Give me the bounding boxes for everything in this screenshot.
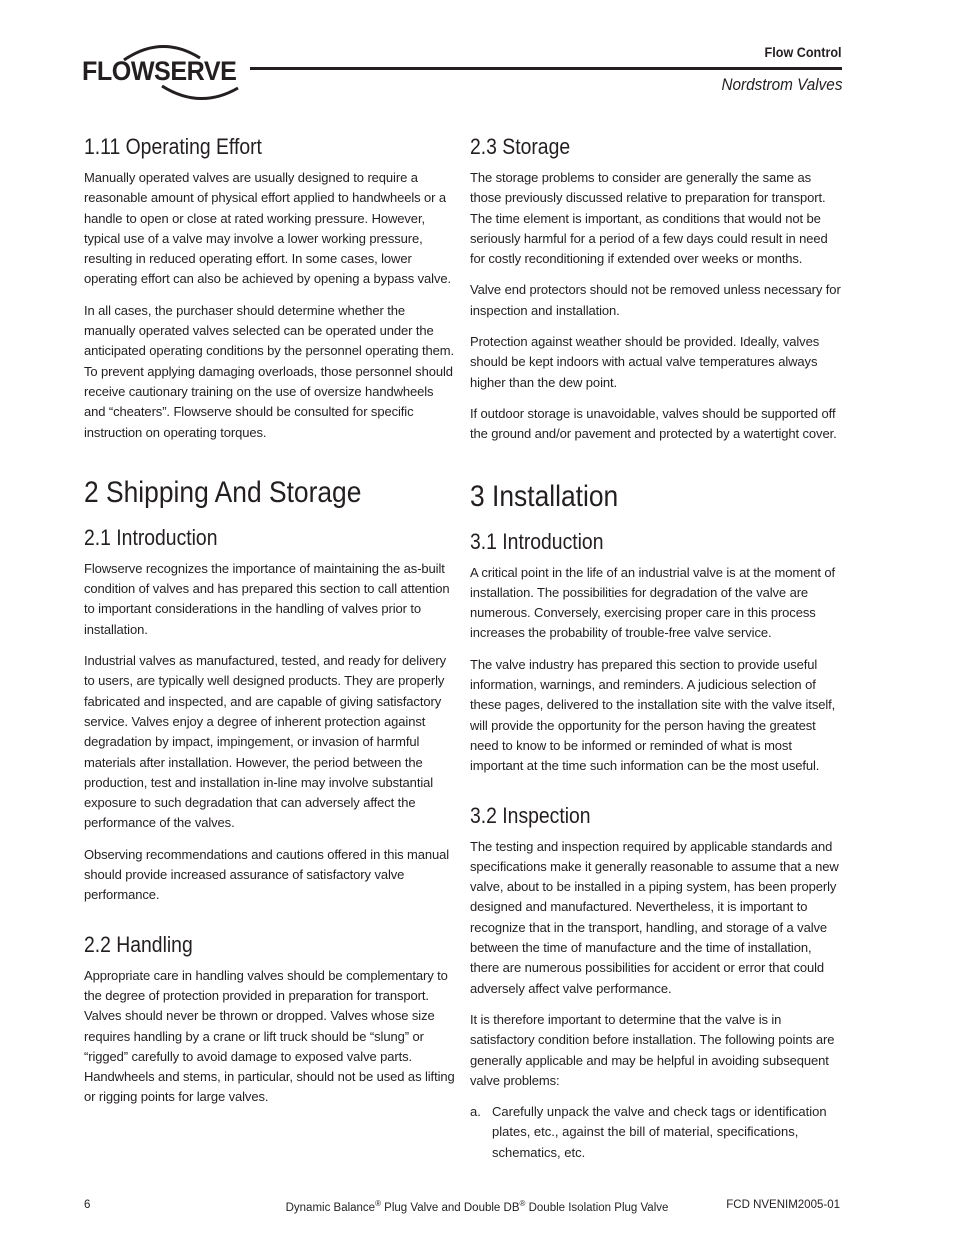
list-item xyxy=(470,1102,844,1163)
section-3-1-heading: 3.1 Introduction xyxy=(470,528,604,554)
footer-title-part-2: Plug Valve and Double DB xyxy=(380,1201,520,1214)
section-2-2-paragraph-1: Appropriate care in handling valves should be complementary to the degree of protection provided in preparation for transport. Valves should never be thrown or dropped. Valves whose size requires handling by a crane or lift truck should be “slung” or “rigged” carefully to avoid damage to exposed valve parts. Handwheels and stems, in particular, should not be used as lifting or rigging points for large valves. xyxy=(84,967,455,1105)
section-1-11-paragraph-2: In all cases, the purchaser should determine whether the manually operated valves selected can be operated under the anticipated operating conditions by the personnel operating them. To prevent applying damaging overloads, those personnel should receive cautionary training on the use of oversize handwheels and “cheaters”. Flowserve should be consulted for specific instruction on operating torques. xyxy=(84,302,455,440)
inspection-checklist xyxy=(470,1102,844,1163)
section-3-2-paragraph-1: The testing and inspection required by applicable standards and specifications make it generally reasonable to assume that a new valve, about to be installed in a piping system, has been properly designed and manufactured. Nevertheless, it is important to recognize that in the transport, handling, and storage of a valve between the time of manufacture and the time of installation, there are numerous possibilities for accident or error that could adversely affect valve performance. xyxy=(470,838,839,996)
registered-mark: ® xyxy=(519,1199,526,1208)
section-3-2-paragraph-2: It is therefore important to determine that the valve is in satisfactory condition before installation. The following points are generally applicable and may be helpful in avoiding subsequent valve problems: xyxy=(470,1011,835,1088)
section-2-3-heading: 2.3 Storage xyxy=(470,134,571,159)
section-2-3-paragraph-2: Valve end protectors should not be removed unless necessary for inspection and installation. xyxy=(470,282,841,318)
section-3-2-heading: 3.2 Inspection xyxy=(470,802,591,828)
right-column xyxy=(470,130,844,1163)
logo-text: FLOWSERVE xyxy=(82,56,237,86)
document-code: FCD NVENIM2005-01 xyxy=(726,1199,840,1211)
section-1-11-paragraph-1: Manually operated valves are usually designed to require a reasonable amount of physical effort applied to handwheels or a handle to open or close at rated working pressure. However, typical use of a valve may involve a lower working pressure, resulting in reduced operating effort. In some cases, lower operating effort can also be achieved by opening a bypass valve. xyxy=(84,170,452,287)
section-1-11-heading: 1.11 Operating Effort xyxy=(84,134,262,159)
section-2-1-paragraph-3: Observing recommendations and cautions offered in this manual should provide increased assurance of satisfactory valve performance. xyxy=(84,846,450,903)
section-2-1-paragraph-2: Industrial valves as manufactured, tested, and ready for delivery to users, are typically well designed products. They are properly fabricated and inspected, and are capable of giving satisfactory service. Valves enjoy a degree of inherent protection against degradation by impact, impingement, or invasion of harmful materials after installation. However, the period between the production, test and installation in-line may involve substantial exposure to such degradation that can adversely affect the performance of the valves. xyxy=(84,653,447,831)
registered-mark: ® xyxy=(375,1199,381,1208)
header-subtitle: Nordstrom Valves xyxy=(720,75,842,94)
section-3-1-paragraph-2: The valve industry has prepared this section to provide useful information, warnings, and reminders. A judicious selection of these pages, delivered to the installation site with the valve itself, will provide the opportunity for the person having the greatest need to know to be informed or reminded of what is most important at the time such information can be the most useful. xyxy=(470,656,836,774)
footer-title-part-3: Double Isolation Plug Valve xyxy=(525,1201,669,1214)
section-2-3-paragraph-3: Protection against weather should be provided. Ideally, valves should be kept indoors with actual valve temperatures always higher than the dew point. xyxy=(470,334,820,390)
list-marker: a. xyxy=(470,1104,481,1120)
flowserve-logo xyxy=(82,40,242,102)
header-title: Flow Control xyxy=(765,44,842,60)
section-2-2-heading: 2.2 Handling xyxy=(84,931,193,957)
logo-arc-bottom-icon xyxy=(160,84,242,102)
section-2-1-heading: 2.1 Introduction xyxy=(84,524,218,550)
left-column xyxy=(84,130,456,1108)
section-2-heading: 2 Shipping And Storage xyxy=(84,475,362,509)
section-2-3-paragraph-1: The storage problems to consider are generally the same as those previously discussed relative to preparation for transport. The time element is important, as conditions that would not be seriously harmful for a period of a few days could result in need for costly reconditioning if extended over weeks or months. xyxy=(470,170,828,267)
page-footer xyxy=(0,1195,954,1219)
page-header xyxy=(0,0,954,110)
header-rule xyxy=(250,67,842,70)
page-number: 6 xyxy=(84,1199,91,1211)
list-item-text: Carefully unpack the valve and check tags or identification plates, etc., against the bill of material, specifications, schematics, etc. xyxy=(492,1104,827,1160)
section-2-3-paragraph-4: If outdoor storage is unavoidable, valves should be supported off the ground and/or pavement and protected by a watertight cover. xyxy=(470,405,837,442)
section-3-heading: 3 Installation xyxy=(470,479,619,513)
section-3-1-paragraph-1: A critical point in the life of an industrial valve is at the moment of installation. The possibilities for degradation of the valve are numerous. Conversely, exercising proper care in this process increases the probability of trouble-free valve service. xyxy=(470,564,836,641)
section-2-1-paragraph-1: Flowserve recognizes the importance of maintaining the as-built condition of valves and has prepared this section to call attention to important considerations in the handling of valves prior to installation. xyxy=(84,560,450,637)
footer-title-part-1: Dynamic Balance xyxy=(285,1201,376,1214)
